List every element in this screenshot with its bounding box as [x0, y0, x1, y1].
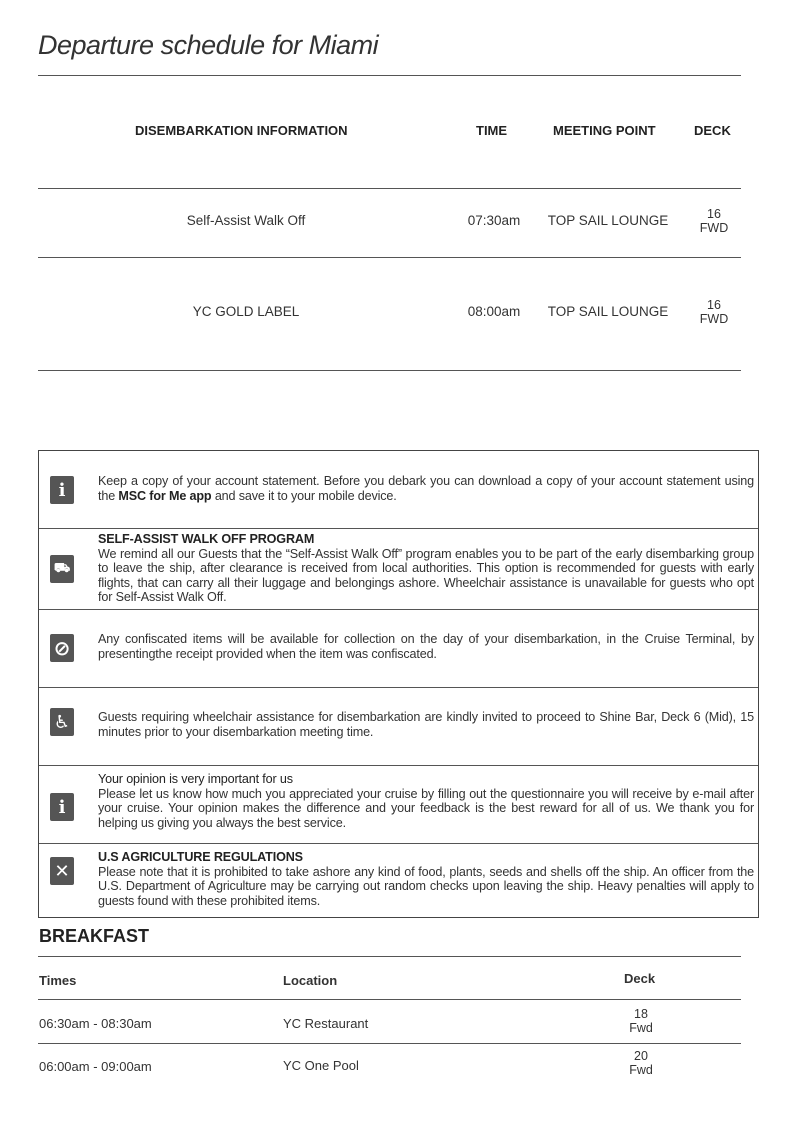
- location-cell: YC Restaurant: [283, 1016, 369, 1031]
- deck-cell: [621, 1049, 661, 1077]
- luggage-icon: ⛟: [50, 555, 74, 583]
- times-cell: 06:30am - 08:30am: [39, 1016, 152, 1031]
- divider: [38, 75, 741, 76]
- notice-self-assist: [39, 528, 758, 609]
- notice-wheelchair: [39, 687, 758, 765]
- header-info: DISEMBARKATION INFORMATION: [135, 123, 348, 138]
- deck-number: 20: [634, 1049, 648, 1063]
- header-times: Times: [39, 973, 77, 988]
- notice-text: Guests requiring wheelchair assistance for disembarkation are kindly invited to proceed to Shine Bar, Deck 6 (Mid), 15 minutes prior to your disembarkation meeting time.: [98, 710, 754, 739]
- divider: [38, 257, 741, 258]
- divider: [38, 370, 741, 371]
- header-deck: DECK: [694, 123, 731, 138]
- location-cell: YC One Pool: [283, 1058, 359, 1073]
- deck-cell: [621, 1007, 661, 1035]
- info-icon: i: [50, 793, 74, 821]
- info-cell: Self-Assist Walk Off: [186, 213, 306, 228]
- divider: [38, 188, 741, 189]
- deck-area: Fwd: [629, 1021, 653, 1035]
- notice-text: Keep a copy of your account statement. Before you debark you can download a copy of your account statement using the MSC for Me app and save it to your mobile device.: [98, 474, 754, 503]
- notice-text: Any confiscated items will be available for collection on the day of your disembarkation, in the Cruise Terminal, by presentingthe receipt provided when the item was confiscated.: [98, 632, 754, 661]
- notice-text: Your opinion is very important for us Please let us know how much you appreciated your cruise by filling out the questionnaire you will receive by e-mail after your cruise. Your opinion makes the difference and your feedback is the best reward for all of us. We thank you for helping us giving you always the best service.: [98, 772, 754, 830]
- header-deck: Deck: [624, 971, 656, 986]
- notices-box: [38, 450, 759, 918]
- wheelchair-icon: ♿: [50, 708, 74, 736]
- deck-number: 16: [707, 207, 721, 221]
- time-cell: 08:00am: [467, 304, 521, 319]
- meeting-point-cell: TOP SAIL LOUNGE: [547, 304, 669, 319]
- page-title: Departure schedule for Miami: [38, 30, 379, 60]
- times-cell: 06:00am - 09:00am: [39, 1059, 152, 1074]
- deck-number: 16: [707, 298, 721, 312]
- deck-cell: [694, 298, 734, 326]
- header-location: Location: [283, 973, 338, 988]
- deck-area: FWD: [699, 221, 729, 235]
- notice-text: U.S AGRICULTURE REGULATIONS Please note that it is prohibited to take ashore any kind of food, plants, seeds and shells off the ship. An officer from the U.S. Department of Agriculture may be carrying out random checks upon leaving the ship. Heavy penalties will apply to guests found with these prohibited items.: [98, 850, 754, 908]
- divider: [38, 999, 741, 1000]
- notice-opinion: [39, 765, 758, 843]
- meeting-point-cell: TOP SAIL LOUNGE: [547, 213, 669, 228]
- deck-number: 18: [634, 1007, 648, 1021]
- deck-area: FWD: [699, 312, 729, 326]
- notice-confiscated-items: [39, 609, 758, 687]
- notice-agriculture: [39, 843, 758, 919]
- header-time: TIME: [476, 123, 508, 138]
- divider: [38, 956, 741, 957]
- info-cell: YC GOLD LABEL: [192, 304, 300, 319]
- notice-account-statement: [39, 451, 758, 528]
- breakfast-title: BREAKFAST: [39, 926, 150, 946]
- header-meeting-point: MEETING POINT: [553, 123, 656, 138]
- prohibited-icon: ⊘: [50, 634, 74, 662]
- divider: [38, 1043, 741, 1044]
- no-food-plants-icon: ✕: [50, 857, 74, 885]
- time-cell: 07:30am: [467, 213, 521, 228]
- deck-cell: [694, 207, 734, 235]
- notice-text: SELF-ASSIST WALK OFF PROGRAM We remind all our Guests that the “Self-Assist Walk Off” program enables you to be part of the early disembarking group to leave the ship, after clearance is received from local authorities. This option is recommended for guests with early flights, that can carry all their luggage and belongings ashore. Wheelchair assistance is unavailable for guests who opt for Self-Assist Walk Off.: [98, 532, 754, 604]
- deck-area: Fwd: [629, 1063, 653, 1077]
- info-icon: i: [50, 476, 74, 504]
